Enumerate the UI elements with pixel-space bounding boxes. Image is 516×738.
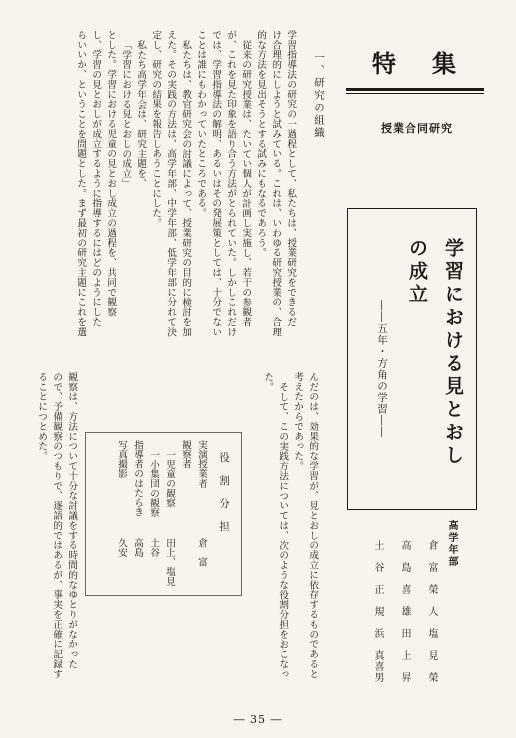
role-label: 写真撮影 [116,440,127,479]
paragraph-line: ことは誰にもわかっていたところである。 [195,30,207,219]
page-number: ― 35 ― [233,713,283,726]
role-heading: 役 割 分 担 [218,452,230,533]
role-assignee: 倉 富 [196,538,207,567]
role-label: 実演授業者 [196,440,207,488]
paragraph-line: えた。その実践の方法は、高学年部、中学年部、低学年部に分れて決 [165,30,177,337]
paragraph-line: 学習指導法の研究の一過程として、私たちは、授業研究をできるだ [285,30,297,327]
paragraph-line: 的な方法を見出そうとする試みにもなるであろう。 [255,30,267,258]
article-title: 学習における見とおし [442,238,464,468]
paragraph-line: では、学習指導法の解明、あるいはその発展策としては、十分でない [210,30,222,337]
paragraph-line: 「学習における見とおしの成立」 [120,40,132,189]
role-label: 一児童の観察 [164,450,175,508]
paragraph-line: らいいか、ということを問題とした。まず最初の研究主題にこれを選 [75,30,87,337]
paragraph-line: ので、予備観察のつもりで、逐語的ではあるが、事実を正確に記録す [51,372,63,679]
role-label: 観察者 [180,440,191,469]
paragraph-line: 観察は、方法について十分な討議をする時間的なゆとりがなかった [66,372,78,669]
paragraph-line: し、学習の見とおしが成立するように指導するにはどのようにした [90,30,102,327]
section-heading: 一、研究の組織 [313,52,325,140]
paragraph-line: そして、この実践方法については、次のような役割分担をおこなっ [277,382,289,679]
paragraph-line: とした。学習における児童の見とおし成立の過程を、共同で観察 [105,30,117,318]
paragraph-line: 考えたからであった。 [292,372,304,471]
special-feature-heading: 特 集 [372,49,462,78]
paragraph-line: け合理的にしようと試みている。これは、いわゆる研究授業の、合理 [270,30,282,337]
author-line: 土 谷 正 規 浜 真喜男 [372,540,383,683]
paragraph-line: 私たち高学年会は、研究主題を、 [135,40,147,189]
role-assignee: 久安 [116,538,127,558]
role-label: 一小集団の観察 [148,450,159,518]
author-line: 高 島 喜 雄 田 上 昇 [399,540,410,683]
role-label: 指導者のはたらき [132,440,143,517]
author-line: 倉 富 榮 人 塩 見 榮 [426,540,437,683]
article-subtitle: ――五年・方角の学習―― [376,300,388,438]
paragraph-line: 私たちは、教官研究会の討議によって、授業研究の目的に検討を加 [180,40,192,337]
paragraph-line: た。 [262,372,274,392]
paragraph-line: んだのは、効果的な学習が、見とおしの成立に依存するものであると [307,372,319,679]
header-rule-thin [346,93,484,94]
header-rule [346,88,484,91]
paragraph-line: 定し、研究の結果を報告しあうことにした。 [150,30,162,228]
paragraph-line: 従来の研究授業は、たいてい個人が計画し実施し、若干の参観者 [240,40,252,328]
paragraph-line: が、これを見た印象を語り合う方法がとられていた。しかしこれだけ [225,30,237,337]
role-assignee: 高島 [132,538,143,558]
joint-study-label: 授業合同研究 [381,122,453,135]
paragraph-line: ることにつとめた。 [36,372,48,462]
article-title-cont: の成立 [406,238,428,307]
role-assignee: 田上、塩見 [164,538,175,586]
authors-dept: 高学年部 [446,520,457,568]
role-assignee: 土谷 [148,538,159,558]
